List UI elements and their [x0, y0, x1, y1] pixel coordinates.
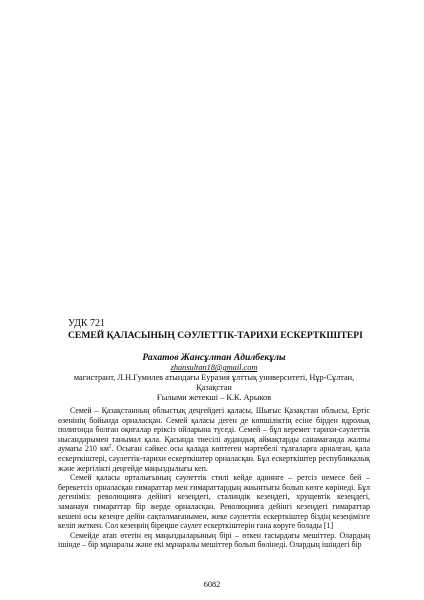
author-email-link[interactable]: zhansultan18@gmail.com [170, 363, 258, 372]
paragraph: Семей қаласы орталығының сәулеттік стилі кейде аднинге – ретсіз немесе бей – берекетсіз орналасқан ғимараттар мен ғимараттардың жиынтығы болып көзге көрінеді. Бұл дегеніміз: революцияға дейінгі кезеңдегі, сталиндік кезеңдегі, хрущевтік кезеңдегі, заманауи ғимараттар бір жерде орналасқан. Революцияға дейінгі кезеңдегі ғимараттар кешені осы кезеңге дейін сақталмағанымен, жеке сәулеттік ескерткіштер біздің кезеңімізге келіп жеткен. Сол кезеңнің біреңше сәулет ескерткіштерін ғана көруге болады [1] [58, 473, 370, 531]
udc-code: УДК 721 [68, 318, 106, 329]
author-affiliation: магистрант, Л.Н.Гумилев атындағы Еуразия ұлттық университеті, Нұр-Сұлтан, [73, 373, 355, 382]
body-text [58, 406, 370, 570]
paragraph-text: Семей – Қазақстанның облыстық деңгейдегі қаласы, Шығыс Қазақстан облысы, Ертіс өзенінің бойында орналасқан. Семей қаласы деген де көпшіліктің есіне бірден ядролық полигонда болған оқиғалар еріксіз ойларына түседі. Семей – бұл керемет тарихи-сәулеттік нысандарымен танымал қала. Қасында тиесілі аудандық аймақтарды санамағанда жалпы аумағы 210 км [58, 406, 370, 454]
paragraph-text: . Осыған сәйкес осы қалада көптеген мәртебелі тұлғаларға арналған, қала ескерткіштері, сәулеттік-тарихи ескерткіштер орналасқан. Бұл ескерткіштер республикалық және жергілікті деңгейде маңыздылығы кеп. [58, 444, 370, 473]
paragraph: Семейде атап өтетін ең маңыздыларының бірі – өткен ғасырдағы мешіттер. Олардың ішінде – бір мұнаралы және екі мұнаралы мешіттер болып бөлінеді. Олардың ішіндегі бір [58, 530, 370, 550]
superscript: 2 [108, 444, 112, 450]
scientific-supervisor: Ғылыми жетекші – К.К. Арыков [156, 393, 272, 402]
page-number: 6082 [203, 580, 221, 589]
paper-title: СЕМЕЙ ҚАЛАСЫНЫҢ СӘУЛЕТТІК-ТАРИХИ ЕСКЕРТКІШТЕРІ [68, 330, 363, 341]
paragraph [58, 406, 370, 473]
author-name: Рахатов Жансұлтан Адилбекұлы [142, 352, 286, 363]
author-country: Қазақстан [196, 383, 232, 392]
